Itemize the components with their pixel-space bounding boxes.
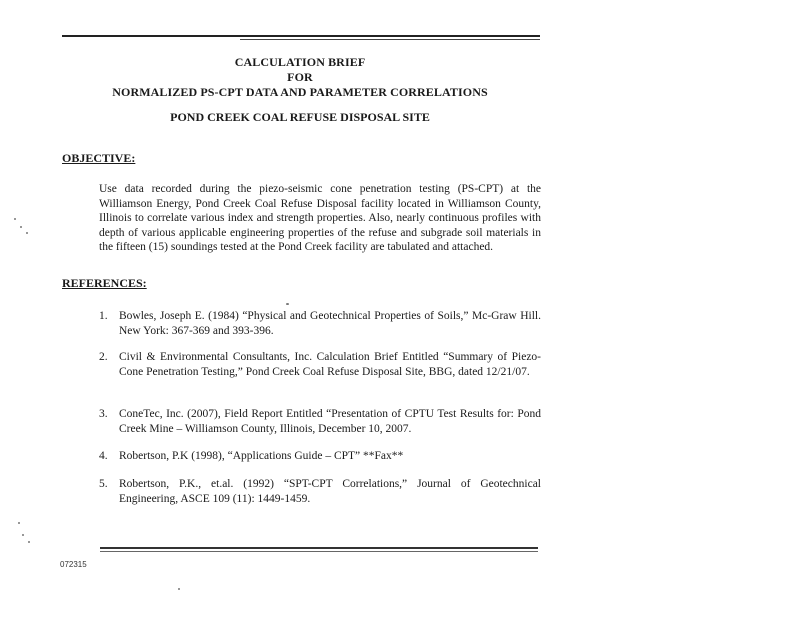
reference-item bbox=[99, 449, 541, 464]
scan-speck bbox=[26, 232, 28, 234]
reference-item bbox=[99, 407, 541, 436]
reference-item bbox=[99, 477, 541, 506]
title-line-2: FOR bbox=[287, 70, 313, 84]
bottom-rule bbox=[100, 547, 538, 549]
reference-text: Bowles, Joseph E. (1984) “Physical and Geotechnical Properties of Soils,” Mc-Graw Hill. New York: 367-369 and 393-396. bbox=[119, 310, 541, 337]
title-line-1: CALCULATION BRIEF bbox=[234, 55, 366, 69]
objective-heading: OBJECTIVE: bbox=[62, 151, 136, 165]
scan-speck bbox=[18, 522, 20, 524]
objective-paragraph: Use data recorded during the piezo-seismic cone penetration testing (PS-CPT) at the Williamson Energy, Pond Creek Coal Refuse Disposal facility located in Williamson County, Illinois to correlate various index and strength properties. Also, nearly continuous profiles with depth of various applicable engineering properties of the refuse and subgrade soil materials in the fifteen (15) soundings tested at the Pond Creek facility are tabulated and attached. bbox=[99, 183, 541, 254]
document-title bbox=[60, 55, 540, 100]
reference-text: Robertson, P.K., et.al. (1992) “SPT-CPT Correlations,” Journal of Geotechnical Engineering, ASCE 109 (11): 1449-1459. bbox=[119, 478, 541, 505]
top-rule-thin bbox=[240, 39, 540, 40]
page-code: 072315 bbox=[60, 560, 87, 569]
scan-speck bbox=[20, 226, 22, 228]
title-line-3: NORMALIZED PS-CPT DATA AND PARAMETER CORRELATIONS bbox=[112, 85, 488, 99]
scan-speck bbox=[22, 534, 24, 536]
top-rule bbox=[62, 35, 540, 37]
bottom-rule-thin bbox=[100, 551, 538, 552]
reference-text: Robertson, P.K (1998), “Applications Guide – CPT” **Fax** bbox=[119, 450, 404, 462]
reference-number: 2. bbox=[99, 351, 108, 363]
reference-number: 4. bbox=[99, 450, 108, 462]
site-title: POND CREEK COAL REFUSE DISPOSAL SITE bbox=[170, 110, 430, 124]
reference-number: 1. bbox=[99, 310, 108, 322]
scan-speck bbox=[286, 303, 289, 305]
reference-item bbox=[99, 309, 541, 338]
references-heading: REFERENCES: bbox=[62, 276, 147, 290]
reference-text: ConeTec, Inc. (2007), Field Report Entitled “Presentation of CPTU Test Results for: Pond Creek Mine – Williamson County, Illinois, December 10, 2007. bbox=[119, 408, 541, 435]
scan-speck bbox=[178, 588, 180, 590]
reference-text: Civil & Environmental Consultants, Inc. Calculation Brief Entitled “Summary of Piezo-Cone Penetration Testing,” Pond Creek Coal Refuse Disposal Site, BBG, dated 12/21/07. bbox=[119, 351, 541, 378]
reference-item bbox=[99, 350, 541, 379]
reference-number: 3. bbox=[99, 408, 108, 420]
reference-number: 5. bbox=[99, 478, 108, 490]
scan-speck bbox=[28, 541, 30, 543]
scan-speck bbox=[14, 218, 16, 220]
